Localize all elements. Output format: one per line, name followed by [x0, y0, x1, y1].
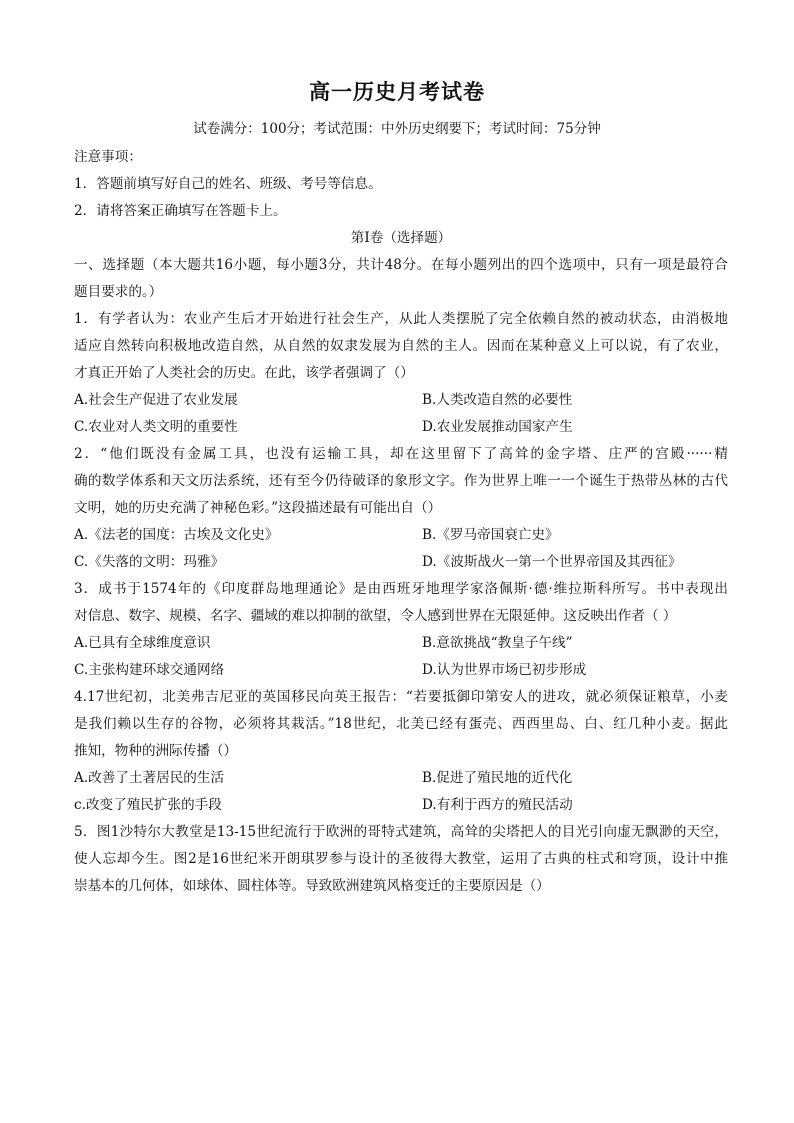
option-a: A.社会生产促进了农业发展 [74, 392, 238, 408]
option-c: C.《失落的文明：玛雅》 [74, 554, 225, 570]
option-row [74, 630, 728, 657]
question-text: 3．成书于1574年的《印度群岛地理通论》是由西班牙地理学家洛佩斯·德·维拉斯科所写。书中表现出 [74, 581, 728, 597]
question-text: 文明，她的历史充满了神秘色彩。”这段描述最有可能出自（） [74, 500, 442, 516]
option-row [74, 414, 728, 441]
question-text: 5．图1沙特尔大教堂是13-15世纪流行于欧洲的哥特式建筑，高耸的尖塔把人的目光引向虚无飘渺的天空， [74, 824, 728, 840]
option-d: D.农业发展推动国家产生 [422, 419, 573, 435]
option-a: A.改善了土著居民的生活 [74, 770, 225, 786]
option-c: c.改变了殖民扩张的手段 [74, 797, 222, 813]
question-3 [74, 576, 728, 684]
question-text: 使人忘却今生。图2是16世纪米开朗琪罗参与设计的圣彼得大教堂，运用了古典的柱式和穹顶，设计中推 [74, 851, 728, 867]
question-1 [74, 306, 728, 441]
option-d: D.认为世界市场已初步形成 [422, 662, 587, 678]
option-row [74, 657, 728, 684]
option-b: B.意欲挑战“教皇子午线” [422, 635, 573, 651]
exam-title: 高一历史月考试卷 [309, 79, 485, 104]
question-text: 崇基本的几何体，如球体、圆柱体等。导致欧洲建筑风格变迁的主要原因是（） [74, 878, 550, 894]
question-text: 确的数学体系和天文历法系统，还有至今仍待破译的象形文字。作为世界上唯一一个诞生于热带丛林的古代 [74, 473, 728, 489]
exam-subtitle: 试卷满分：100分；考试范围：中外历史纲要下；考试时间：75分钟 [193, 121, 601, 137]
notice-item: 2．请将答案正确填写在答题卡上。 [74, 203, 287, 219]
question-text: 4.17世纪初，北美弗吉尼亚的英国移民向英王报告：“若要抵御印第安人的进攻，就必须保证粮草，小麦 [74, 689, 728, 705]
notice-heading: 注意事项： [74, 149, 142, 165]
option-b: B.促进了殖民地的近代化 [422, 770, 573, 786]
option-row [74, 765, 728, 792]
question-text: 1．有学者认为：农业产生后才开始进行社会生产，从此人类摆脱了完全依赖自然的被动状态，由消极地 [74, 311, 728, 327]
question-text: 是我们赖以生存的谷物，必须将其栽活。”18世纪，北美已经有蛋壳、西西里岛、白、红几种小麦。据此 [74, 716, 728, 732]
option-c: C.农业对人类文明的重要性 [74, 419, 238, 435]
section-intro: 一、选择题（本大题共16小题，每小题3分，共计48分。在每小题列出的四个选项中，只有一项是最符合 [74, 257, 728, 273]
option-b: B.《罗马帝国衰亡史》 [422, 527, 559, 543]
option-a: A.已具有全球维度意识 [74, 635, 211, 651]
question-text: 推知，物种的洲际传播（） [74, 743, 238, 759]
section-title: 第I卷（选择题） [350, 230, 452, 246]
option-d: D.《波斯战火一第一个世界帝国及其西征》 [422, 554, 682, 570]
exam-body [74, 144, 728, 900]
question-text: 才真正开始了人类社会的历史。在此，该学者强调了（） [74, 365, 414, 381]
option-row [74, 387, 728, 414]
question-text: 对信息、数字、规模、名字、疆域的难以抑制的欲望，令人感到世界在无限延伸。这反映出作者（ ） [74, 608, 677, 624]
question-5 [74, 819, 728, 900]
question-text: 2．“他们既没有金属工具，也没有运输工具，却在这里留下了高耸的金字塔、庄严的宫殿······精 [74, 446, 728, 462]
option-row [74, 792, 728, 819]
question-text: 适应自然转向积极地改造自然，从自然的奴隶发展为自然的主人。因而在某种意义上可以说，有了农业， [74, 338, 728, 354]
section-intro: 题目要求的。） [74, 284, 163, 300]
notice-item: 1．答题前填写好自己的姓名、班级、考号等信息。 [74, 176, 382, 192]
option-row [74, 522, 728, 549]
question-2 [74, 441, 728, 576]
option-d: D.有利于西方的殖民活动 [422, 797, 573, 813]
option-a: A.《法老的国度：古埃及文化史》 [74, 527, 279, 543]
option-b: B.人类改造自然的必要性 [422, 392, 573, 408]
option-row [74, 549, 728, 576]
option-c: C.主张构建环球交通网络 [74, 662, 225, 678]
question-4 [74, 684, 728, 819]
